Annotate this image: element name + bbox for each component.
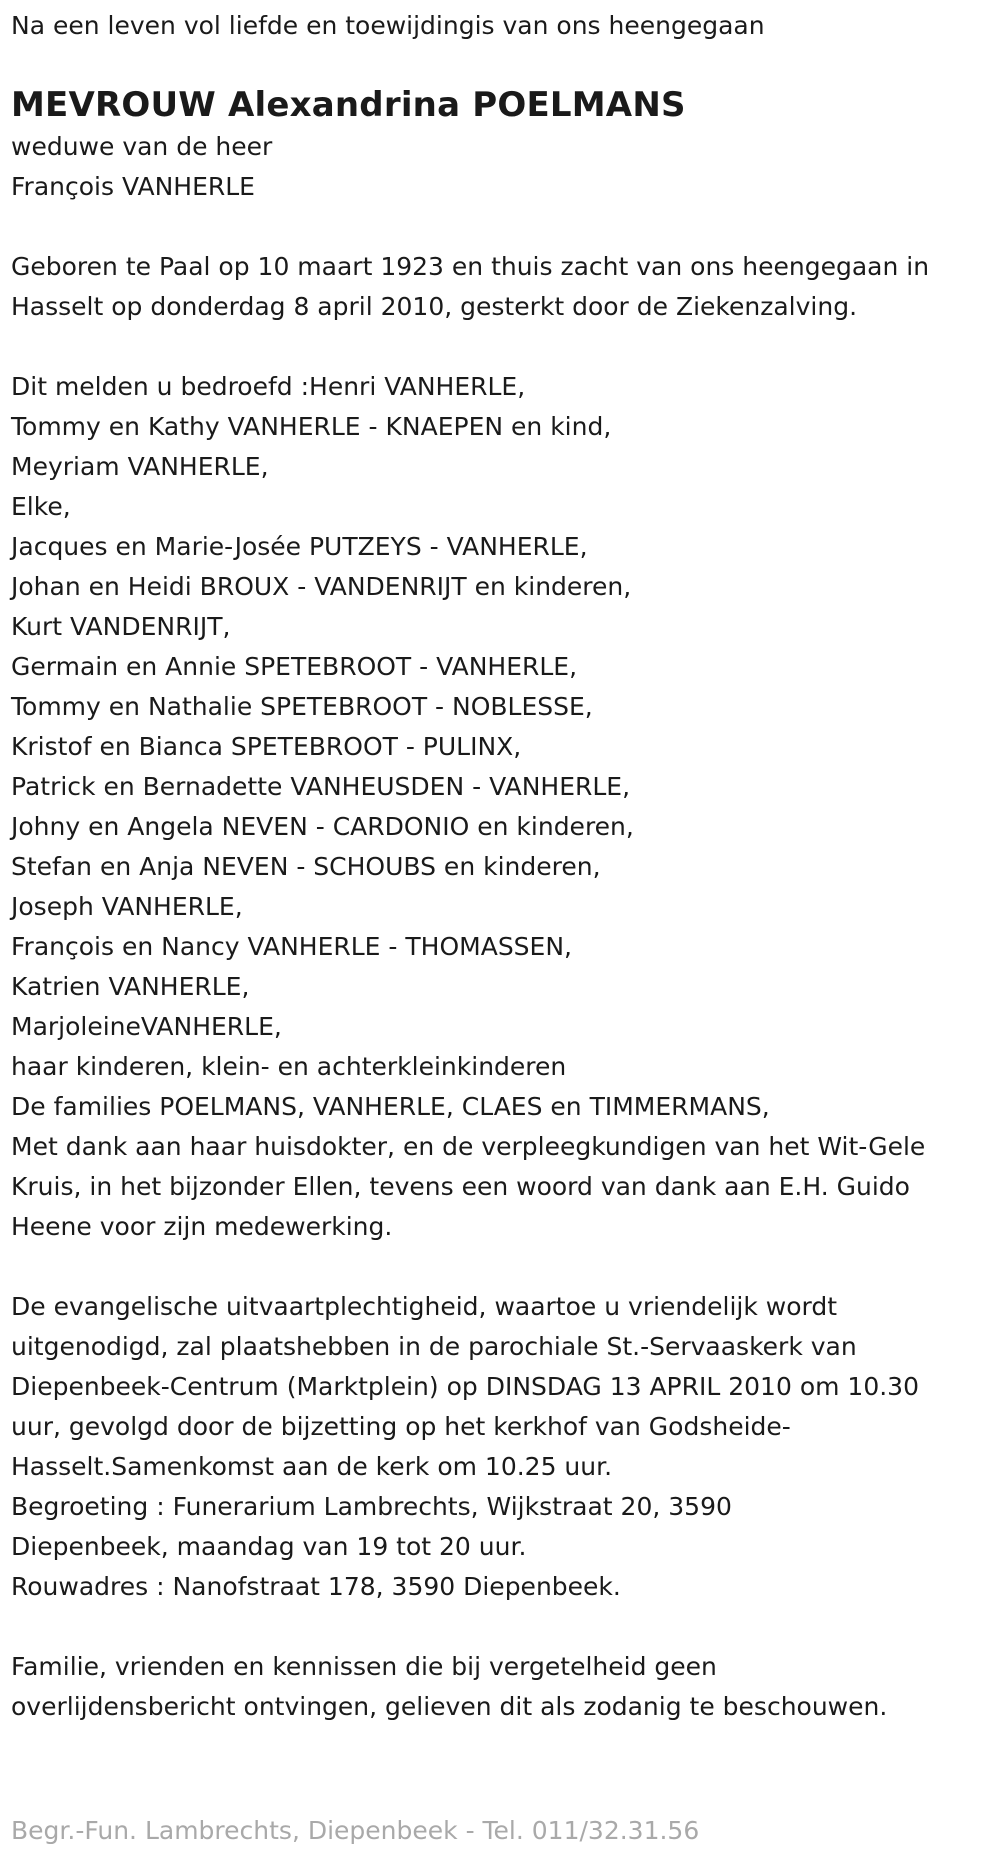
family-line: Elke, <box>11 492 71 521</box>
closing-line: Familie, vrienden en kennissen die bij vergetelheid geen <box>11 1652 717 1681</box>
closing-block <box>11 1647 1000 1727</box>
widow-block <box>11 127 1000 207</box>
family-line: François en Nancy VANHERLE - THOMASSEN, <box>11 932 572 961</box>
funeral-line: De evangelische uitvaartplechtigheid, waartoe u vriendelijk wordt <box>11 1292 838 1321</box>
thanks-line: Kruis, in het bijzonder Ellen, tevens een woord van dank aan E.H. Guido <box>11 1172 910 1201</box>
family-line: Patrick en Bernadette VANHEUSDEN - VANHERLE, <box>11 772 631 801</box>
spacer <box>11 327 1000 367</box>
funeral-block <box>11 1287 1000 1607</box>
family-line: Kurt VANDENRIJT, <box>11 612 231 641</box>
funeral-home-footer: Begr.-Fun. Lambrechts, Diepenbeek - Tel. 011/32.31.56 <box>11 1816 700 1845</box>
family-line: Jacques en Marie-Josée PUTZEYS - VANHERLE, <box>11 532 588 561</box>
family-line: Tommy en Nathalie SPETEBROOT - NOBLESSE, <box>11 692 593 721</box>
family-line: Kristof en Bianca SPETEBROOT - PULINX, <box>11 732 522 761</box>
family-line: Dit melden u bedroefd :Henri VANHERLE, <box>11 372 526 401</box>
funeral-line: Diepenbeek-Centrum (Marktplein) op DINSDAG 13 APRIL 2010 om 10.30 <box>11 1372 919 1401</box>
birth-line: Geboren te Paal op 10 maart 1923 en thuis zacht van ons heengegaan in <box>11 252 930 281</box>
family-block <box>11 367 1000 1247</box>
funeral-line: uur, gevolgd door de bijzetting op het kerkhof van Godsheide- <box>11 1412 791 1441</box>
family-line: Meyriam VANHERLE, <box>11 452 269 481</box>
funeral-line: uitgenodigd, zal plaatshebben in de parochiale St.-Servaaskerk van <box>11 1332 857 1361</box>
family-line: Katrien VANHERLE, <box>11 972 250 1001</box>
spacer <box>11 1607 1000 1647</box>
spouse-name-line: François VANHERLE <box>11 172 255 201</box>
visitation-line: Begroeting : Funerarium Lambrechts, Wijkstraat 20, 3590 <box>11 1492 732 1521</box>
spacer <box>11 207 1000 247</box>
birth-block <box>11 247 1000 327</box>
closing-line: overlijdensbericht ontvingen, gelieven dit als zodanig te beschouwen. <box>11 1692 888 1721</box>
thanks-line: Met dank aan haar huisdokter, en de verpleegkundigen van het Wit-Gele <box>11 1132 926 1161</box>
mourning-address-line: Rouwadres : Nanofstraat 178, 3590 Diepenbeek. <box>11 1572 621 1601</box>
family-line: Johny en Angela NEVEN - CARDONIO en kinderen, <box>11 812 634 841</box>
family-line: haar kinderen, klein- en achterkleinkinderen <box>11 1052 567 1081</box>
intro-line: Na een leven vol liefde en toewijdingis van ons heengegaan <box>11 11 765 40</box>
family-line: Germain en Annie SPETEBROOT - VANHERLE, <box>11 652 578 681</box>
family-line: Joseph VANHERLE, <box>11 892 243 921</box>
funeral-line: Hasselt.Samenkomst aan de kerk om 10.25 uur. <box>11 1452 613 1481</box>
family-line: Stefan en Anja NEVEN - SCHOUBS en kinderen, <box>11 852 601 881</box>
family-line: Johan en Heidi BROUX - VANDENRIJT en kinderen, <box>11 572 632 601</box>
family-line: De families POELMANS, VANHERLE, CLAES en TIMMERMANS, <box>11 1092 770 1121</box>
widow-line: weduwe van de heer <box>11 132 273 161</box>
thanks-line: Heene voor zijn medewerking. <box>11 1212 393 1241</box>
spacer <box>11 1247 1000 1287</box>
visitation-line: Diepenbeek, maandag van 19 tot 20 uur. <box>11 1532 527 1561</box>
deceased-name: MEVROUW Alexandrina POELMANS <box>11 85 686 125</box>
family-line: Tommy en Kathy VANHERLE - KNAEPEN en kind, <box>11 412 612 441</box>
death-line: Hasselt op donderdag 8 april 2010, gesterkt door de Ziekenzalving. <box>11 292 858 321</box>
family-line: MarjoleineVANHERLE, <box>11 1012 282 1041</box>
